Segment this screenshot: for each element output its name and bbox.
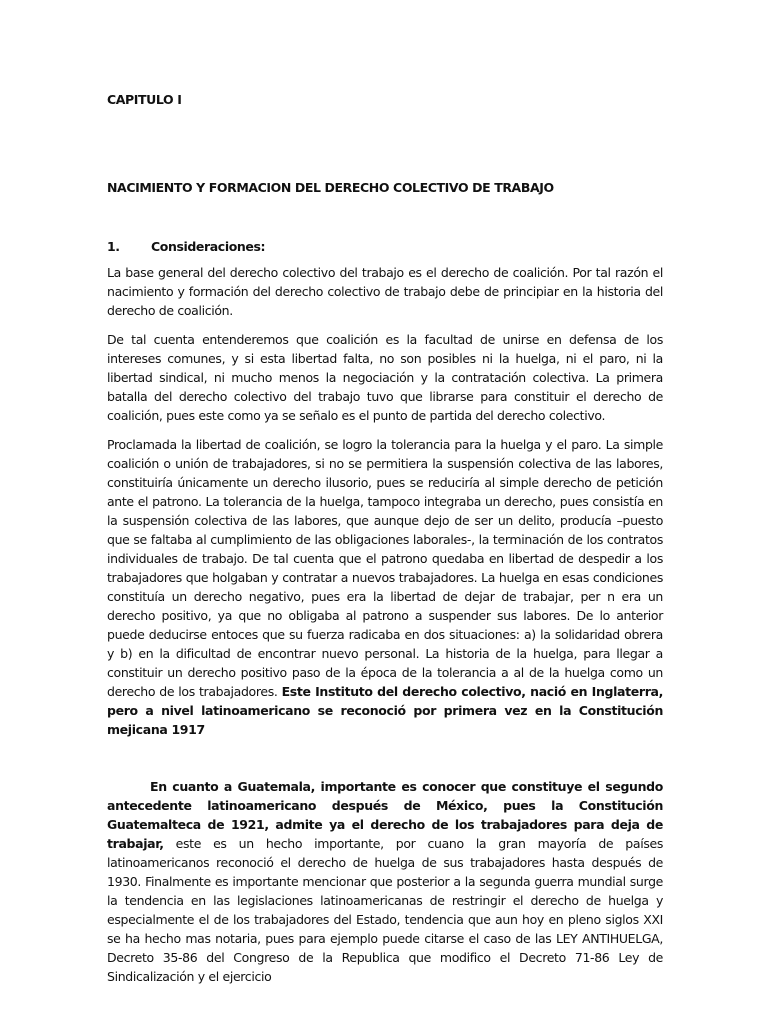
subsection-heading [107,239,265,254]
paragraph-4-bold-text: En cuanto a Guatemala, importante es conocer que constituye el segundo antecedente latinoamericano después de México, pues la Constitución Guatemalteca de 1921, admite ya el derecho de los trabajadores para deja de trabajar, [107,779,663,851]
document-body [107,263,663,996]
paragraph-3-text: Proclamada la libertad de coalición, se logro la tolerancia para la huelga y el paro. La simple coalición o unión de trabajadores, si no se permitiera la suspensión colectiva de las labores, constituiría únicamente un derecho ilusorio, pues se reduciría al simple derecho de petición ante el patrono. La tolerancia de la huelga, tampoco integraba un derecho, pues consistía en la suspensión colectiva de las labores, que aunque dejo de ser un delito, producía –puesto que se faltaba al cumplimiento de las obligaciones laborales-, la terminación de los contratos individuales de trabajo. De tal cuenta que el patrono quedaba en libertad de despedir a los trabajadores que holgaban y contratar a nuevos trabajadores. La huelga en esas condiciones constituía un derecho negativo, pues era la libertad de dejar de trabajar, per n era un derecho positivo, ya que no obligaba al patrono a suspender sus labores. De lo anterior puede deducirse entoces que su fuerza radicaba en dos situaciones: a) la solidaridad obrera y b) en la dificultad de encontrar nuevo personal. La historia de la huelga, para llegar a constituir un derecho positivo paso de la época de la tolerancia a al de la huelga como un derecho de los trabajadores. [107,437,663,699]
paragraph-4 [107,777,663,986]
paragraph-1: La base general del derecho colectivo del trabajo es el derecho de coalición. Por tal razón el nacimiento y formación del derecho colectivo de trabajo debe de principiar en la historia del derecho de coalición. [107,265,663,318]
paragraph-2: De tal cuenta entenderemos que coalición es la facultad de unirse en defensa de los intereses comunes, y si esta libertad falta, no son posibles ni la huelga, ni el paro, ni la libertad sindical, ni mucho menos la negociación y la contratación colectiva. La primera batalla del derecho colectivo del trabajo tuvo que librarse para constituir el derecho de coalición, pues este como ya se señalo es el punto de partida del derecho colectivo. [107,332,663,423]
subsection-title: Consideraciones: [151,239,266,254]
chapter-heading: CAPITULO I [107,92,182,107]
subsection-number: 1. [107,239,120,254]
paragraph-3 [107,435,663,739]
paragraph-3-bold-text: Este Instituto del derecho colectivo, nació en Inglaterra, pero a nivel latinoamericano se reconoció por primera vez en la Constitución mejicana 1917 [107,684,663,737]
paragraph-4-text: este es un hecho importante, por cuano la gran mayoría de países latinoamericanos reconoció el derecho de huelga de sus trabajadores hasta después de 1930. Finalmente es importante mencionar que posterior a la segunda guerra mundial surge la tendencia en las legislaciones latinoamericanas de restringir el derecho de huelga y especialmente el de los trabajadores del Estado, tendencia que aun hoy en pleno siglos XXI se ha hecho mas notaria, pues para ejemplo puede citarse el caso de las LEY ANTIHUELGA, Decreto 35-86 del Congreso de la Republica que modifico el Decreto 71-86 Ley de Sindicalización y el ejercicio [107,836,663,984]
section-title: NACIMIENTO Y FORMACION DEL DERECHO COLECTIVO DE TRABAJO [107,180,554,195]
